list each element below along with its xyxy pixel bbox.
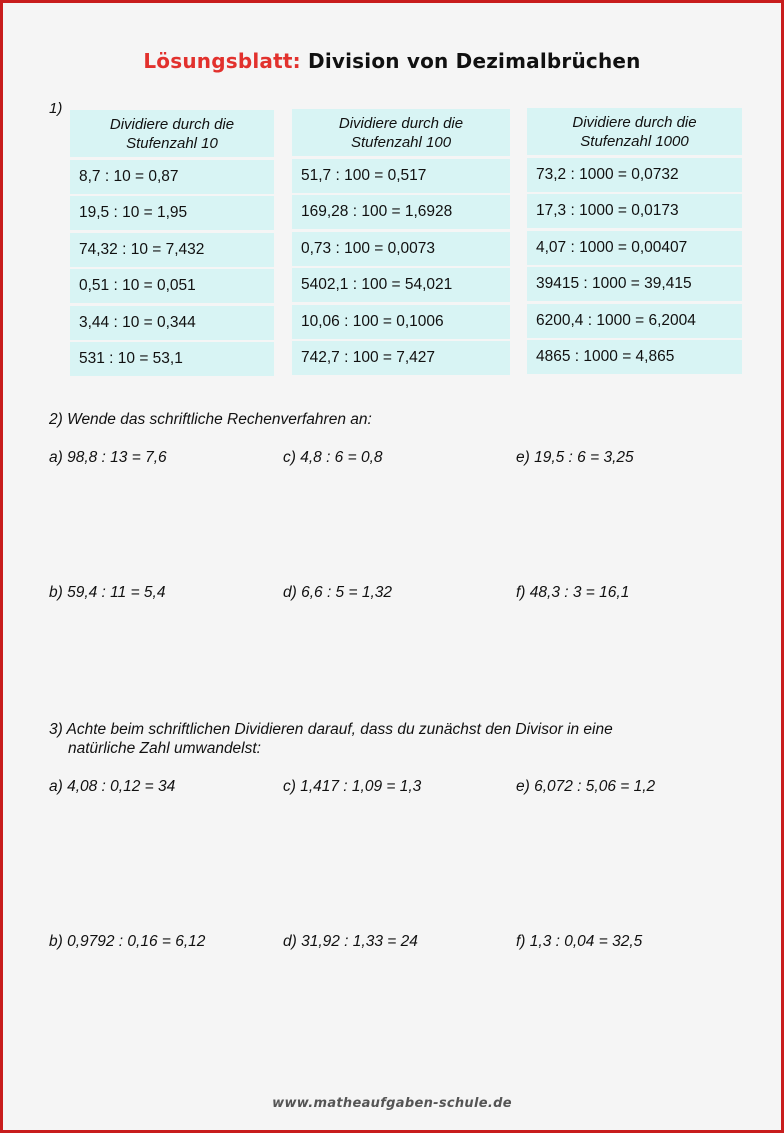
table-row: 6200,4 : 1000 = 6,2004 xyxy=(527,304,742,338)
task-item: f) 1,3 : 0,04 = 32,5 xyxy=(516,933,643,950)
task-item: a) 4,08 : 0,12 = 34 xyxy=(49,778,176,795)
title-highlight: Lösungsblatt: xyxy=(143,49,301,73)
table-header-line1: Dividiere durch die xyxy=(109,116,235,133)
page-title xyxy=(3,49,781,73)
table-row: 10,06 : 100 = 0,1006 xyxy=(292,305,510,339)
task-item: c) 1,417 : 1,09 = 1,3 xyxy=(283,778,422,795)
table-header xyxy=(70,110,274,157)
task-item: f) 48,3 : 3 = 16,1 xyxy=(516,584,630,601)
section3-instruction-line1: 3) Achte beim schriftlichen Dividieren darauf, dass du zunächst den Divisor in eine xyxy=(49,721,613,738)
table-row: 5402,1 : 100 = 54,021 xyxy=(292,268,510,302)
table-row: 0,51 : 10 = 0,051 xyxy=(70,269,274,303)
footer-website: www.matheaufgaben-schule.de xyxy=(272,1096,512,1111)
table-row: 3,44 : 10 = 0,344 xyxy=(70,306,274,340)
task-item: c) 4,8 : 6 = 0,8 xyxy=(283,449,383,466)
table-row: 19,5 : 10 = 1,95 xyxy=(70,196,274,230)
table-header-line2: Stufenzahl 100 xyxy=(350,134,452,151)
task-item: a) 98,8 : 13 = 7,6 xyxy=(49,449,167,466)
table-header-line2: Stufenzahl 10 xyxy=(126,135,218,152)
section3-instruction xyxy=(49,720,613,758)
table-row: 4,07 : 1000 = 0,00407 xyxy=(527,231,742,265)
section2-instruction: 2) Wende das schriftliche Rechenverfahren an: xyxy=(49,411,372,428)
table-row: 4865 : 1000 = 4,865 xyxy=(527,340,742,374)
table-row: 8,7 : 10 = 0,87 xyxy=(70,160,274,194)
table-header-line2: Stufenzahl 1000 xyxy=(580,133,689,150)
table-row: 0,73 : 100 = 0,0073 xyxy=(292,232,510,266)
task-item: e) 6,072 : 5,06 = 1,2 xyxy=(516,778,656,795)
table-stufenzahl-10 xyxy=(70,110,274,376)
table-header xyxy=(292,109,510,156)
table-row: 74,32 : 10 = 7,432 xyxy=(70,233,274,267)
task-item: b) 0,9792 : 0,16 = 6,12 xyxy=(49,933,206,950)
table-header-line1: Dividiere durch die xyxy=(572,114,697,131)
table-stufenzahl-100 xyxy=(292,109,510,375)
table-header xyxy=(527,108,742,155)
section3-instruction-line2: natürliche Zahl umwandelst: xyxy=(68,740,261,757)
table-row: 169,28 : 100 = 1,6928 xyxy=(292,195,510,229)
title-main: Division von Dezimalbrüchen xyxy=(308,49,641,73)
table-row: 17,3 : 1000 = 0,0173 xyxy=(527,194,742,228)
table-row: 39415 : 1000 = 39,415 xyxy=(527,267,742,301)
table-row: 73,2 : 1000 = 0,0732 xyxy=(527,158,742,192)
table-row: 51,7 : 100 = 0,517 xyxy=(292,159,510,193)
task-item: d) 6,6 : 5 = 1,32 xyxy=(283,584,393,601)
task-item: d) 31,92 : 1,33 = 24 xyxy=(283,933,418,950)
task-item: e) 19,5 : 6 = 3,25 xyxy=(516,449,634,466)
task-item: b) 59,4 : 11 = 5,4 xyxy=(49,584,166,601)
section1-number: 1) xyxy=(49,100,63,117)
table-stufenzahl-1000 xyxy=(527,108,742,374)
table-row: 742,7 : 100 = 7,427 xyxy=(292,341,510,375)
table-row: 531 : 10 = 53,1 xyxy=(70,342,274,376)
table-header-line1: Dividiere durch die xyxy=(338,115,464,132)
